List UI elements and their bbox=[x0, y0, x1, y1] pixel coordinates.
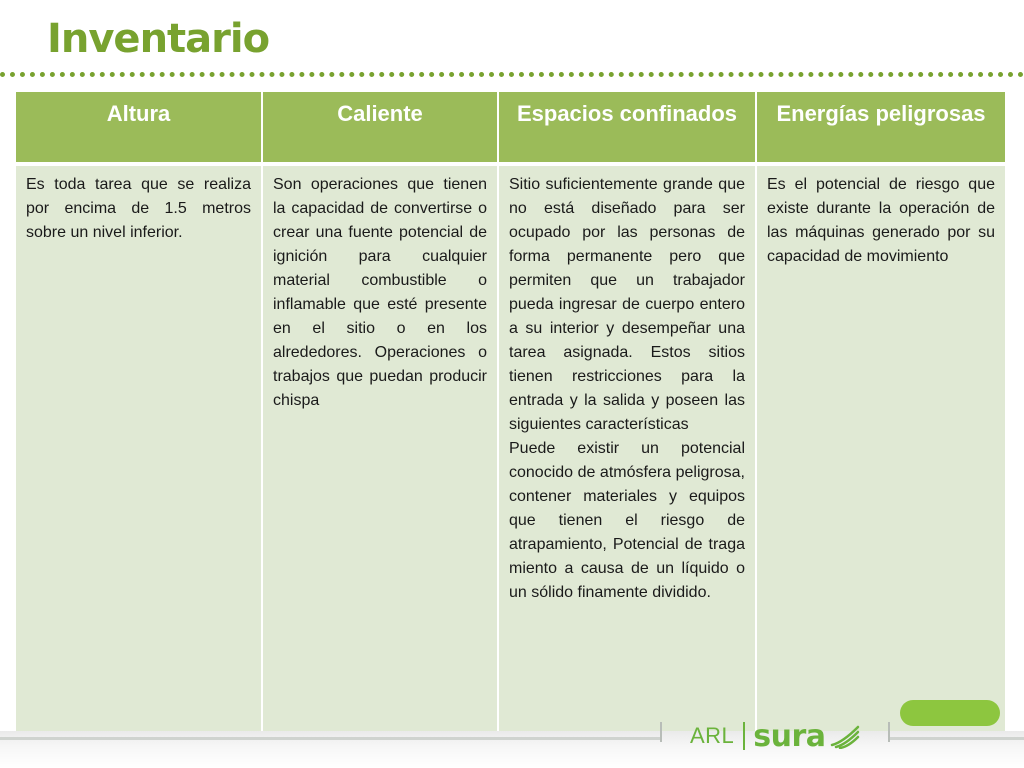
header-caliente: Caliente bbox=[263, 92, 499, 166]
inventory-table bbox=[16, 92, 1005, 732]
cell-caliente bbox=[263, 166, 499, 732]
title-dotted-divider bbox=[0, 72, 1024, 77]
footer-divider-right bbox=[890, 737, 1024, 740]
logo-sura-text: sura bbox=[753, 718, 826, 754]
header-energias-peligrosas: Energías peligrosas bbox=[757, 92, 1005, 166]
decorative-green-pill bbox=[900, 700, 1000, 726]
cell-altura-text: Es toda tarea que se realiza por encima de 1.5 metros sobre un nivel inferior. bbox=[26, 176, 251, 241]
header-espacios-confinados: Espacios confinados bbox=[499, 92, 757, 166]
footer-tick-left bbox=[660, 722, 662, 742]
cell-caliente-text: Son operaciones que tienen la capacidad de convertirse o crear una fuente potencial de ignición para cualquier material combustible o inflamable que esté presente en el sitio o en los alrededores. Operaciones o trabajos que puedan producir chispa bbox=[273, 176, 487, 409]
cell-energias-peligrosas-text: Es el potencial de riesgo que existe durante la operación de las máquinas generado por su capacidad de movimiento bbox=[767, 176, 995, 265]
cell-espacios-confinados-text-2: Puede existir un potencial conocido de atmósfera peligrosa, contener materiales y equipos que tienen el riesgo de atrapamiento, Potencial de traga miento a causa de un líquido o un sólido finamente dividido. bbox=[509, 440, 745, 601]
footer-tick-right bbox=[888, 722, 890, 742]
sura-leaf-icon bbox=[830, 723, 860, 749]
cell-espacios-confinados bbox=[499, 166, 757, 732]
cell-altura bbox=[16, 166, 263, 732]
header-altura: Altura bbox=[16, 92, 263, 166]
arl-sura-logo bbox=[690, 716, 860, 756]
cell-energias-peligrosas bbox=[757, 166, 1005, 732]
logo-arl-text: ARL bbox=[690, 723, 735, 748]
slide-title: Inventario bbox=[47, 16, 270, 62]
cell-espacios-confinados-text-1: Sitio suficientemente grande que no está diseñado para ser ocupado por las personas de forma permanente pero que permiten que un trabajador pueda ingresar de cuerpo entero a su interior y desempeñar una tarea asignada. Estos sitios tienen restricciones para la entrada y la salida y poseen las siguientes características bbox=[509, 176, 745, 433]
footer-divider-left bbox=[0, 737, 660, 740]
table-row bbox=[16, 166, 1005, 732]
table-header-row bbox=[16, 92, 1005, 166]
logo-separator bbox=[743, 722, 745, 750]
